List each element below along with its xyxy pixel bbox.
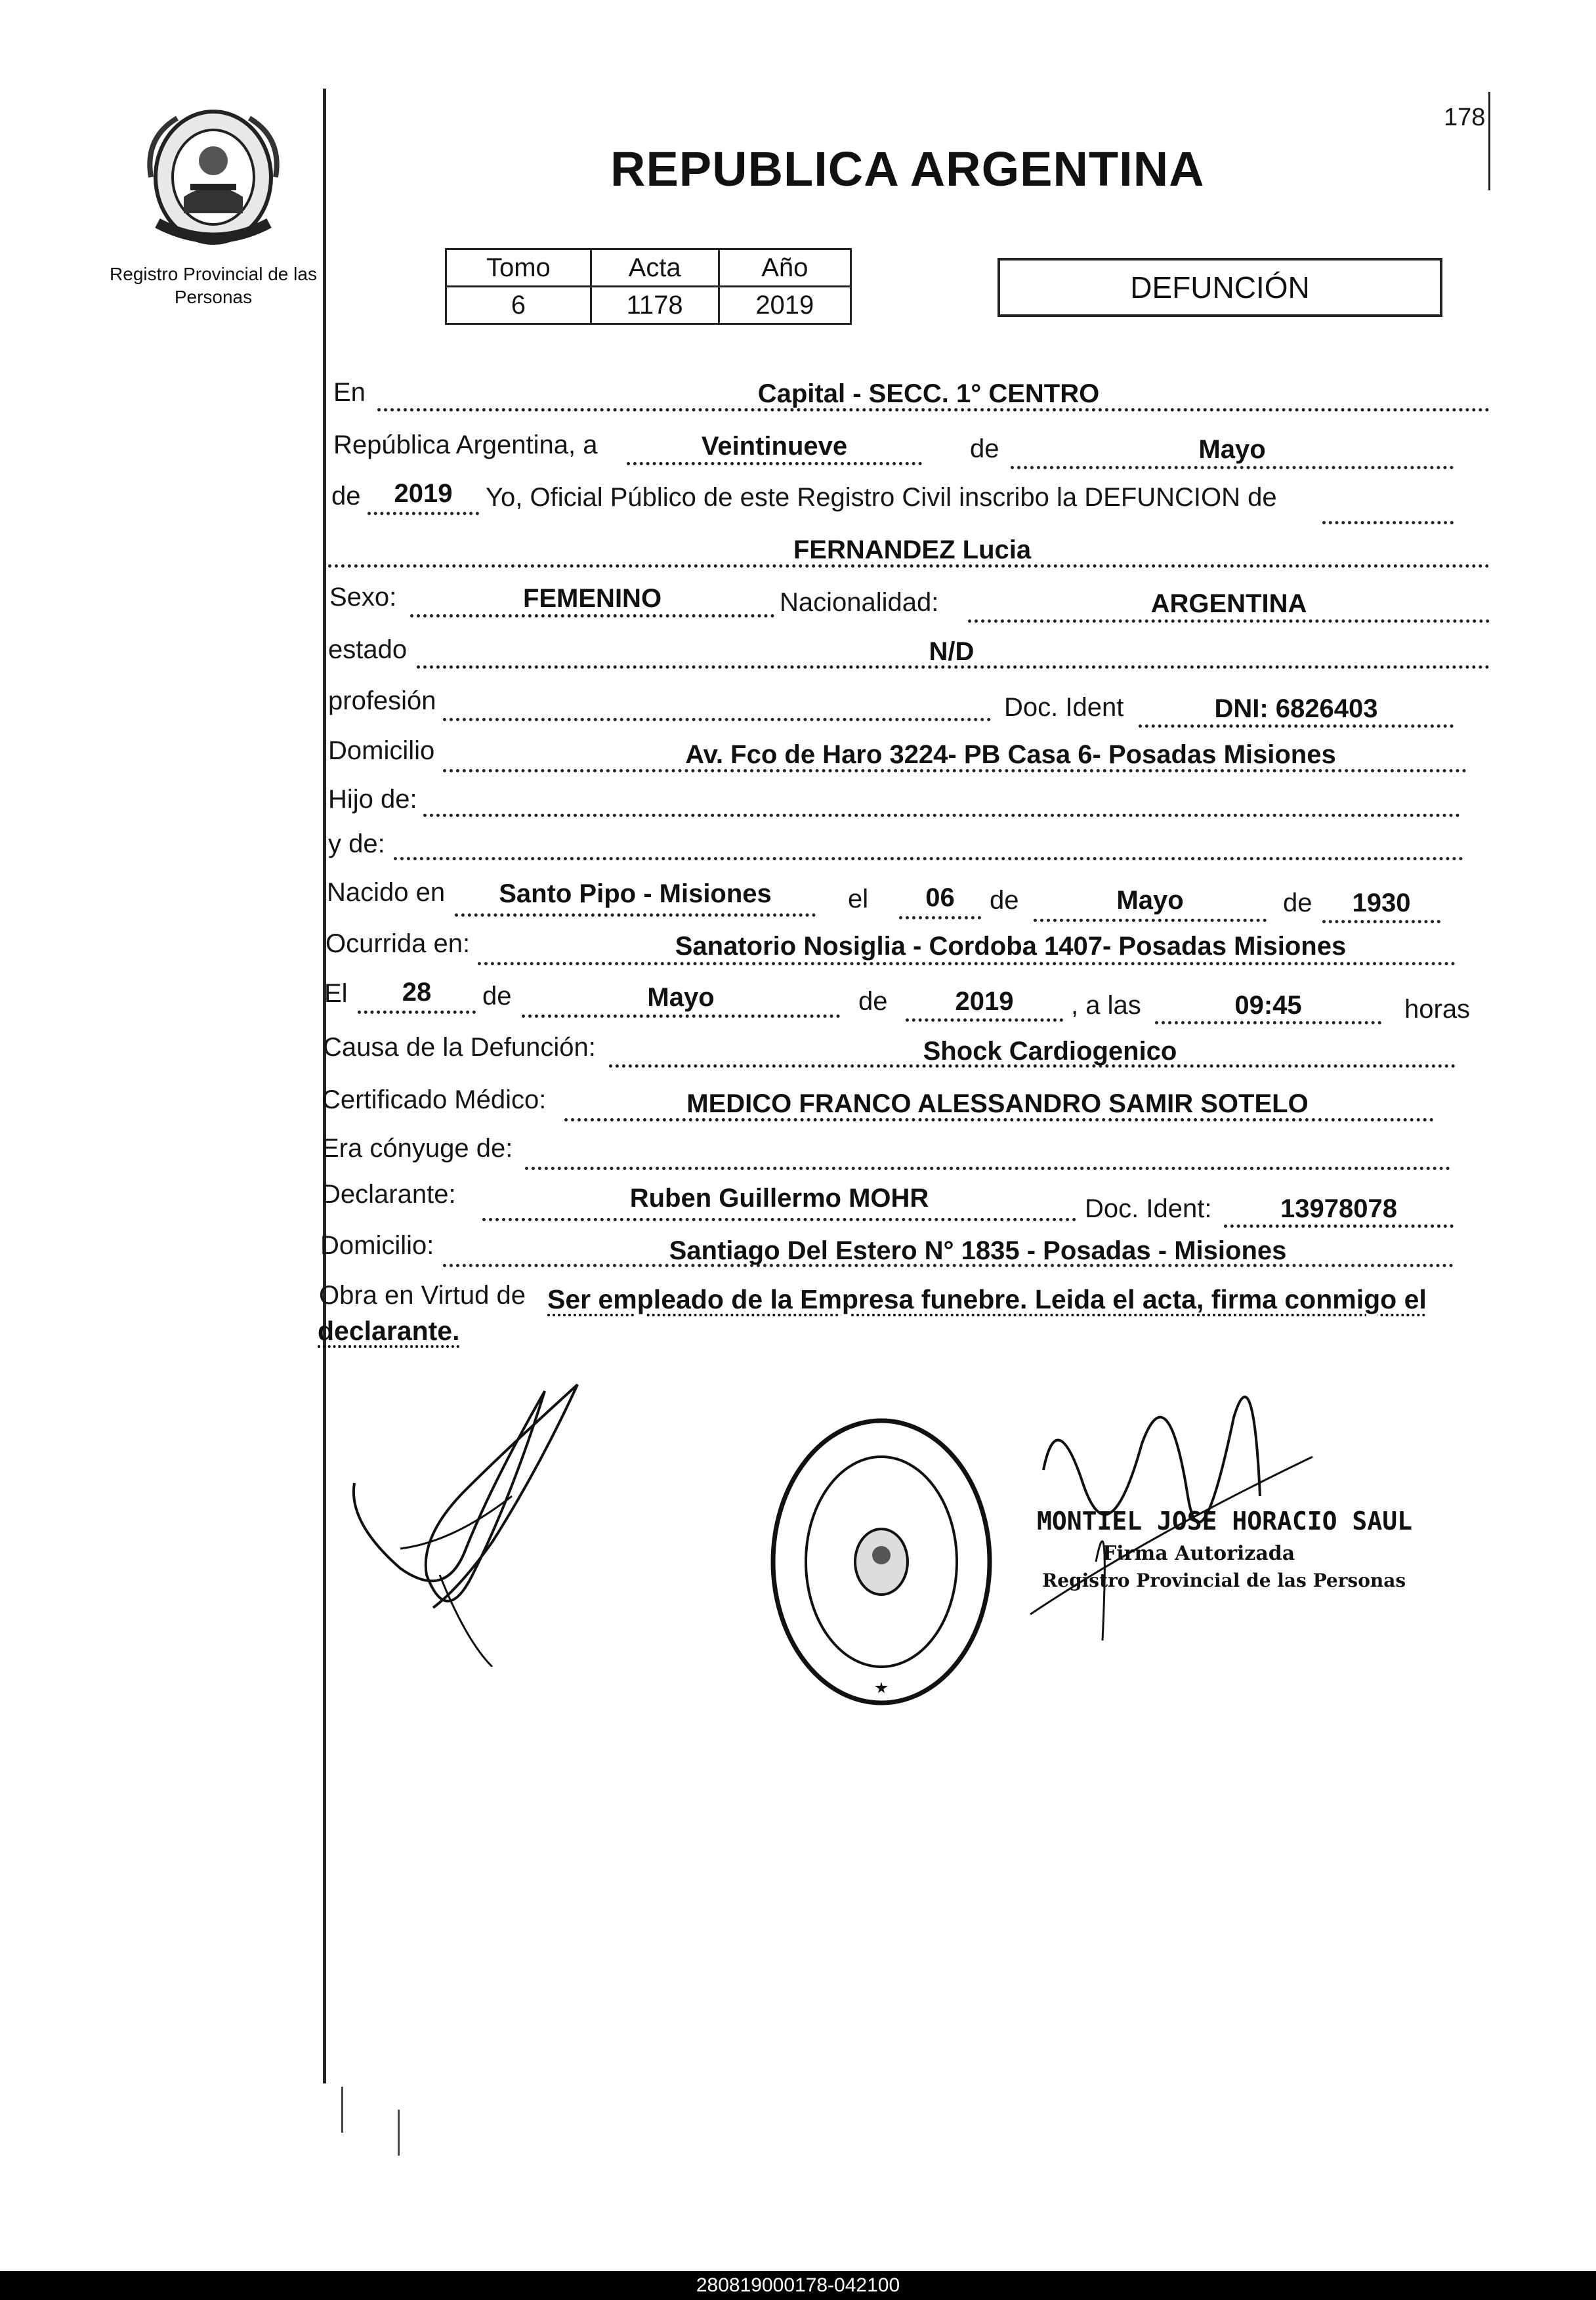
label-doc-ident: Doc. Ident bbox=[1004, 693, 1124, 722]
label-sexo: Sexo: bbox=[329, 583, 397, 612]
label-statement: Yo, Oficial Público de este Registro Civil inscribo la DEFUNCION de bbox=[486, 483, 1277, 512]
label-hijo-de: Hijo de: bbox=[328, 785, 417, 814]
line-certificado bbox=[564, 1118, 1434, 1121]
declarant-signature bbox=[341, 1378, 617, 1667]
right-margin-line bbox=[1488, 92, 1490, 190]
label-nacionalidad: Nacionalidad: bbox=[780, 588, 939, 617]
scan-mark bbox=[341, 2087, 343, 2133]
label-en: En bbox=[333, 378, 366, 407]
label-el: el bbox=[848, 885, 869, 913]
line-nombre bbox=[328, 564, 1490, 568]
label-de: de bbox=[970, 434, 999, 463]
official-name: MONTIEL JOSE HORACIO SAUL bbox=[1037, 1507, 1412, 1536]
value-mes: Mayo bbox=[1198, 435, 1266, 464]
record-value-tomo: 6 bbox=[446, 287, 591, 324]
value-dia-texto: Veintinueve bbox=[701, 432, 848, 461]
scan-mark bbox=[398, 2110, 400, 2156]
line-en bbox=[377, 408, 1490, 411]
line-y-de bbox=[394, 857, 1463, 860]
line-mes bbox=[1011, 466, 1454, 469]
label-horas: horas bbox=[1404, 995, 1471, 1024]
record-header-tomo: Tomo bbox=[446, 249, 591, 287]
value-fallec-mes: Mayo bbox=[647, 983, 715, 1012]
label-de2: de bbox=[331, 482, 361, 511]
value-nombre: FERNANDEZ Lucia bbox=[793, 535, 1032, 564]
label-obra: Obra en Virtud de bbox=[319, 1281, 526, 1310]
value-ocurrida-en: Sanatorio Nosiglia - Cordoba 1407- Posadas Misiones bbox=[675, 932, 1347, 961]
value-nacido-en: Santo Pipo - Misiones bbox=[499, 879, 772, 908]
value-domicilio: Av. Fco de Haro 3224- PB Casa 6- Posadas Misiones bbox=[685, 740, 1336, 769]
official-office: Registro Provincial de las Personas bbox=[1042, 1570, 1406, 1591]
line-declarante-doc bbox=[1224, 1224, 1454, 1228]
label-profesion: profesión bbox=[328, 686, 436, 715]
record-table bbox=[445, 248, 852, 325]
document-title: REPUBLICA ARGENTINA bbox=[610, 142, 1205, 196]
line-dia bbox=[627, 462, 922, 465]
label-domicilio: Domicilio bbox=[328, 736, 435, 765]
line-doc-ident bbox=[1139, 724, 1454, 728]
value-nacido-anio: 1930 bbox=[1352, 889, 1411, 917]
value-fallec-anio: 2019 bbox=[955, 987, 1014, 1016]
label-de-f1: de bbox=[482, 982, 512, 1011]
label-de-n2: de bbox=[1283, 889, 1312, 917]
registry-name: Registro Provincial de las Personas bbox=[110, 264, 317, 307]
label-de-n1: de bbox=[990, 886, 1019, 915]
line-anio bbox=[368, 512, 479, 515]
line-sexo bbox=[410, 614, 774, 617]
record-header-acta: Acta bbox=[591, 249, 719, 287]
line-fallec-dia bbox=[358, 1011, 476, 1014]
value-nacido-dia: 06 bbox=[925, 883, 955, 912]
official-title: Firma Autorizada bbox=[1102, 1542, 1295, 1565]
line-profesion bbox=[443, 718, 991, 721]
label-a-las: , a las bbox=[1071, 991, 1141, 1020]
label-domicilio2: Domicilio: bbox=[320, 1231, 434, 1260]
line-hijo-de bbox=[423, 814, 1460, 817]
line-nacido-dia bbox=[899, 916, 981, 919]
label-el-fecha: El bbox=[324, 979, 348, 1008]
value-nacionalidad: ARGENTINA bbox=[1150, 589, 1307, 618]
value-lugar: Capital - SECC. 1° CENTRO bbox=[757, 379, 1100, 408]
line-nacido-en bbox=[455, 913, 816, 917]
value-doc-ident: DNI: 6826403 bbox=[1214, 694, 1378, 723]
line-declarante bbox=[482, 1218, 1076, 1221]
footer-code: 280819000178-042100 bbox=[0, 2271, 1596, 2300]
label-conyuge: Era cónyuge de: bbox=[322, 1134, 513, 1163]
value-sexo: FEMENINO bbox=[522, 584, 662, 613]
value-anio: 2019 bbox=[394, 479, 453, 508]
label-nacido-en: Nacido en bbox=[327, 878, 446, 907]
record-type-box: DEFUNCIÓN bbox=[998, 258, 1442, 317]
line-nacido-mes bbox=[1034, 919, 1267, 922]
line-fallec-mes bbox=[522, 1014, 840, 1018]
value-declarante: Ruben Guillermo MOHR bbox=[629, 1184, 929, 1213]
line-hora bbox=[1155, 1021, 1381, 1024]
value-fallec-dia: 28 bbox=[402, 978, 432, 1007]
line-nacido-anio bbox=[1322, 920, 1440, 923]
value-obra-line1: Ser empleado de la Empresa funebre. Leida el acta, firma conmigo el bbox=[547, 1284, 1427, 1314]
line-conyuge bbox=[525, 1167, 1450, 1170]
province-emblem bbox=[138, 98, 289, 249]
line-domicilio bbox=[443, 769, 1467, 772]
value-estado: N/D bbox=[929, 637, 975, 666]
label-estado: estado bbox=[328, 635, 408, 664]
value-obra-line2: declarante. bbox=[318, 1316, 460, 1346]
value-hora: 09:45 bbox=[1234, 991, 1302, 1020]
line-nacionalidad bbox=[968, 619, 1490, 623]
label-certificado: Certificado Médico: bbox=[322, 1085, 547, 1114]
value-causa: Shock Cardiogenico bbox=[923, 1037, 1177, 1066]
record-header-anio: Año bbox=[719, 249, 850, 287]
value-declarante-doc: 13978078 bbox=[1280, 1194, 1397, 1223]
record-value-anio: 2019 bbox=[719, 287, 850, 324]
line-statement bbox=[1322, 521, 1454, 524]
label-y-de: y de: bbox=[328, 829, 385, 858]
label-republica: República Argentina, a bbox=[333, 430, 598, 459]
label-ocurrida-en: Ocurrida en: bbox=[326, 929, 471, 958]
official-seal bbox=[766, 1414, 996, 1716]
value-nacido-mes: Mayo bbox=[1116, 886, 1184, 915]
line-ocurrida-en bbox=[478, 962, 1456, 965]
label-declarante: Declarante: bbox=[322, 1180, 456, 1209]
line-fallec-anio bbox=[906, 1018, 1063, 1022]
page-number: 178 bbox=[1444, 104, 1486, 131]
value-certificado: MEDICO FRANCO ALESSANDRO SAMIR SOTELO bbox=[686, 1089, 1309, 1118]
label-causa: Causa de la Defunción: bbox=[323, 1033, 596, 1062]
label-doc-ident2: Doc. Ident: bbox=[1085, 1194, 1212, 1223]
record-value-acta: 1178 bbox=[591, 287, 719, 324]
value-declarante-domicilio: Santiago Del Estero N° 1835 - Posadas - Misiones bbox=[669, 1236, 1287, 1265]
official-signature bbox=[1017, 1365, 1358, 1641]
label-de-f2: de bbox=[858, 987, 888, 1016]
